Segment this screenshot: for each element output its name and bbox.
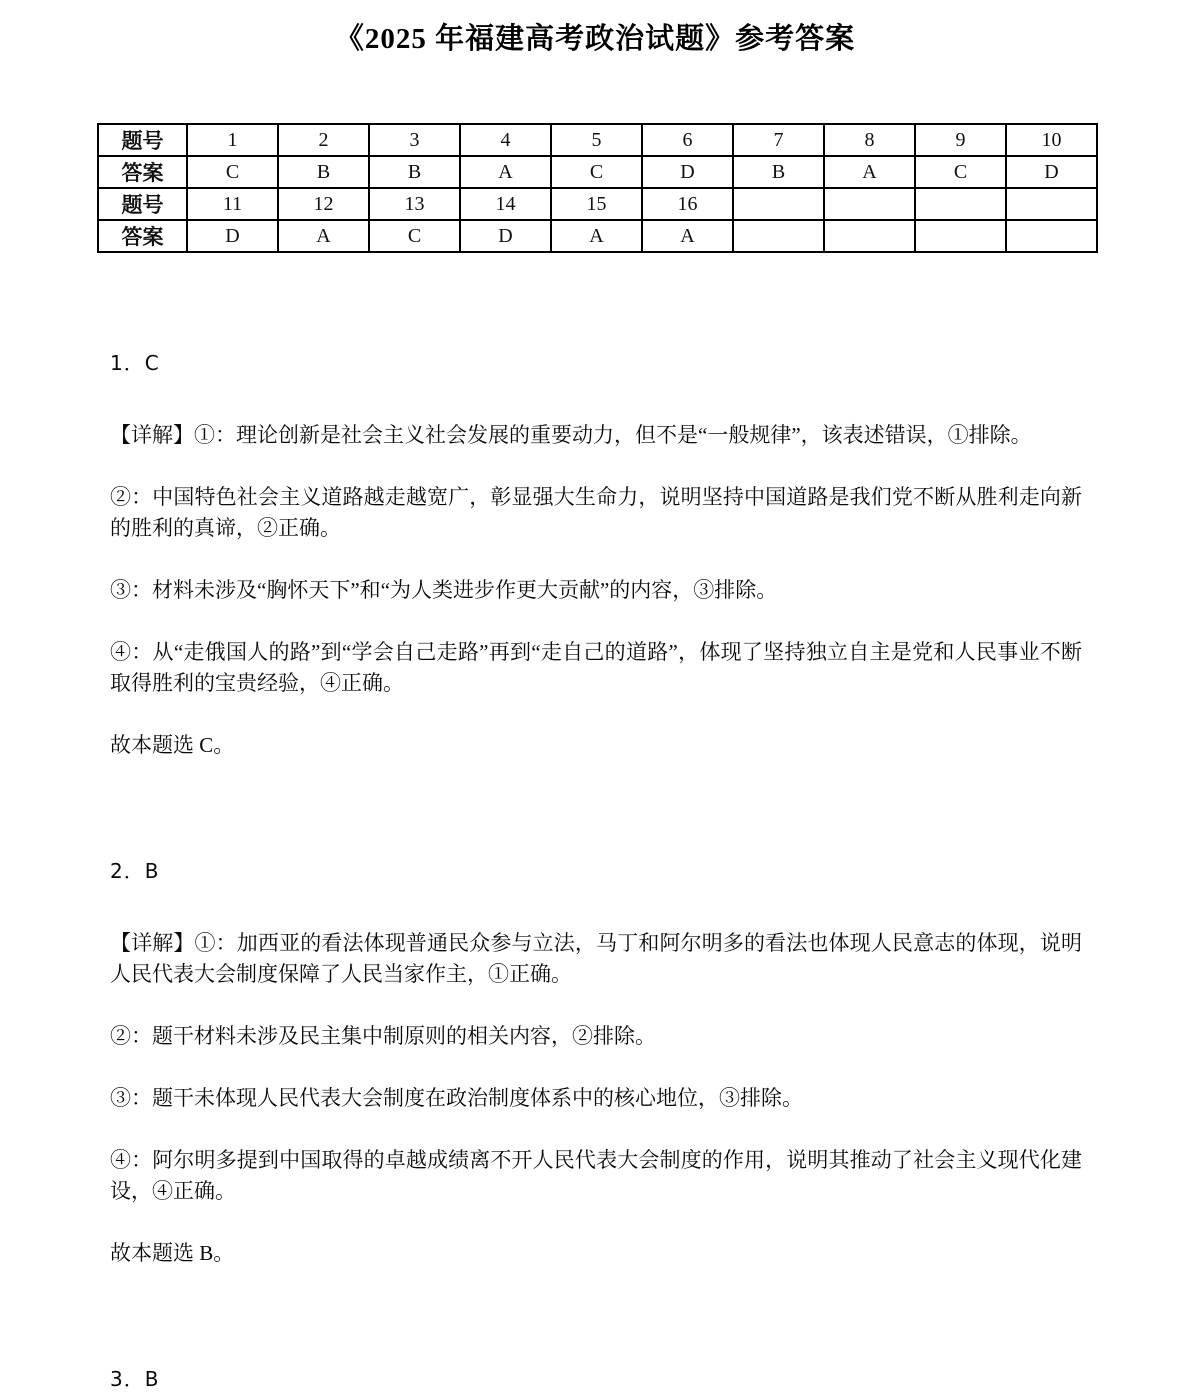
answer-cell: 10 <box>1006 124 1097 156</box>
question-section <box>110 1363 1082 1392</box>
answer-cell <box>915 220 1006 252</box>
row-header: 答案 <box>98 156 187 188</box>
answer-cell: 3 <box>369 124 460 156</box>
explanation-paragraph: 【详解】①：加西亚的看法体现普通民众参与立法，马丁和阿尔明多的看法也体现人民意志的体现，说明人民代表大会制度保障了人民当家作主，①正确。 <box>110 931 1082 986</box>
answer-cell: D <box>187 220 278 252</box>
answer-cell <box>1006 220 1097 252</box>
question-section <box>110 347 1082 761</box>
answer-cell: 4 <box>460 124 551 156</box>
row-header: 答案 <box>98 220 187 252</box>
answer-cell: 8 <box>824 124 915 156</box>
answer-cell: 16 <box>642 188 733 220</box>
row-header: 题号 <box>98 188 187 220</box>
answer-cell: 7 <box>733 124 824 156</box>
answer-cell <box>915 188 1006 220</box>
answer-table-row <box>98 156 1097 188</box>
answer-cell: D <box>642 156 733 188</box>
row-header: 题号 <box>98 124 187 156</box>
answer-cell: C <box>551 156 642 188</box>
answer-table <box>97 123 1098 253</box>
page-title: 《2025 年福建高考政治试题》参考答案 <box>334 23 856 55</box>
answer-cell: 5 <box>551 124 642 156</box>
explanation-paragraph: ④：阿尔明多提到中国取得的卓越成绩离不开人民代表大会制度的作用，说明其推动了社会主义现代化建设，④正确。 <box>110 1148 1082 1203</box>
answer-cell: 9 <box>915 124 1006 156</box>
answer-cell: 14 <box>460 188 551 220</box>
explanation-paragraph: ②：题干材料未涉及民主集中制原则的相关内容，②排除。 <box>110 1024 656 1048</box>
answer-cell: 6 <box>642 124 733 156</box>
answer-cell: 15 <box>551 188 642 220</box>
explanation-paragraph: ③：题干未体现人民代表大会制度在政治制度体系中的核心地位，③排除。 <box>110 1086 803 1110</box>
explanation-paragraph: 故本题选 B。 <box>110 1241 235 1265</box>
question-number-answer: 1．C <box>110 351 160 375</box>
answer-cell: C <box>369 220 460 252</box>
answer-cell: D <box>1006 156 1097 188</box>
answer-cell: A <box>642 220 733 252</box>
answer-cell <box>824 220 915 252</box>
answer-cell: 13 <box>369 188 460 220</box>
answer-cell <box>733 188 824 220</box>
answer-cell: C <box>187 156 278 188</box>
explanation-paragraph: 【详解】①：理论创新是社会主义社会发展的重要动力，但不是“一般规律”，该表述错误，①排除。 <box>110 423 1032 447</box>
answer-cell <box>733 220 824 252</box>
question-number-answer: 2．B <box>110 859 160 883</box>
answer-explanations <box>110 347 1082 1392</box>
answer-table-body <box>98 124 1097 252</box>
answer-cell: A <box>551 220 642 252</box>
explanation-paragraph: 故本题选 C。 <box>110 733 235 757</box>
answer-cell: 12 <box>278 188 369 220</box>
question-section <box>110 855 1082 1269</box>
answer-table-row <box>98 124 1097 156</box>
answer-cell: 2 <box>278 124 369 156</box>
answer-cell: 1 <box>187 124 278 156</box>
answer-cell: B <box>733 156 824 188</box>
answer-cell <box>824 188 915 220</box>
answer-cell: A <box>824 156 915 188</box>
answer-cell <box>1006 188 1097 220</box>
answer-cell: 11 <box>187 188 278 220</box>
explanation-paragraph: ②：中国特色社会主义道路越走越宽广，彰显强大生命力，说明坚持中国道路是我们党不断从胜利走向新的胜利的真谛，②正确。 <box>110 485 1082 540</box>
answer-cell: C <box>915 156 1006 188</box>
answer-cell: A <box>278 220 369 252</box>
answer-cell: B <box>369 156 460 188</box>
answer-table-row <box>98 188 1097 220</box>
answer-cell: B <box>278 156 369 188</box>
answer-cell: A <box>460 156 551 188</box>
explanation-paragraph: ④：从“走俄国人的路”到“学会自己走路”再到“走自己的道路”，体现了坚持独立自主是党和人民事业不断取得胜利的宝贵经验，④正确。 <box>110 640 1082 695</box>
answer-cell: D <box>460 220 551 252</box>
answer-table-row <box>98 220 1097 252</box>
question-number-answer: 3．B <box>110 1367 160 1391</box>
explanation-paragraph: ③：材料未涉及“胸怀天下”和“为人类进步作更大贡献”的内容，③排除。 <box>110 578 778 602</box>
